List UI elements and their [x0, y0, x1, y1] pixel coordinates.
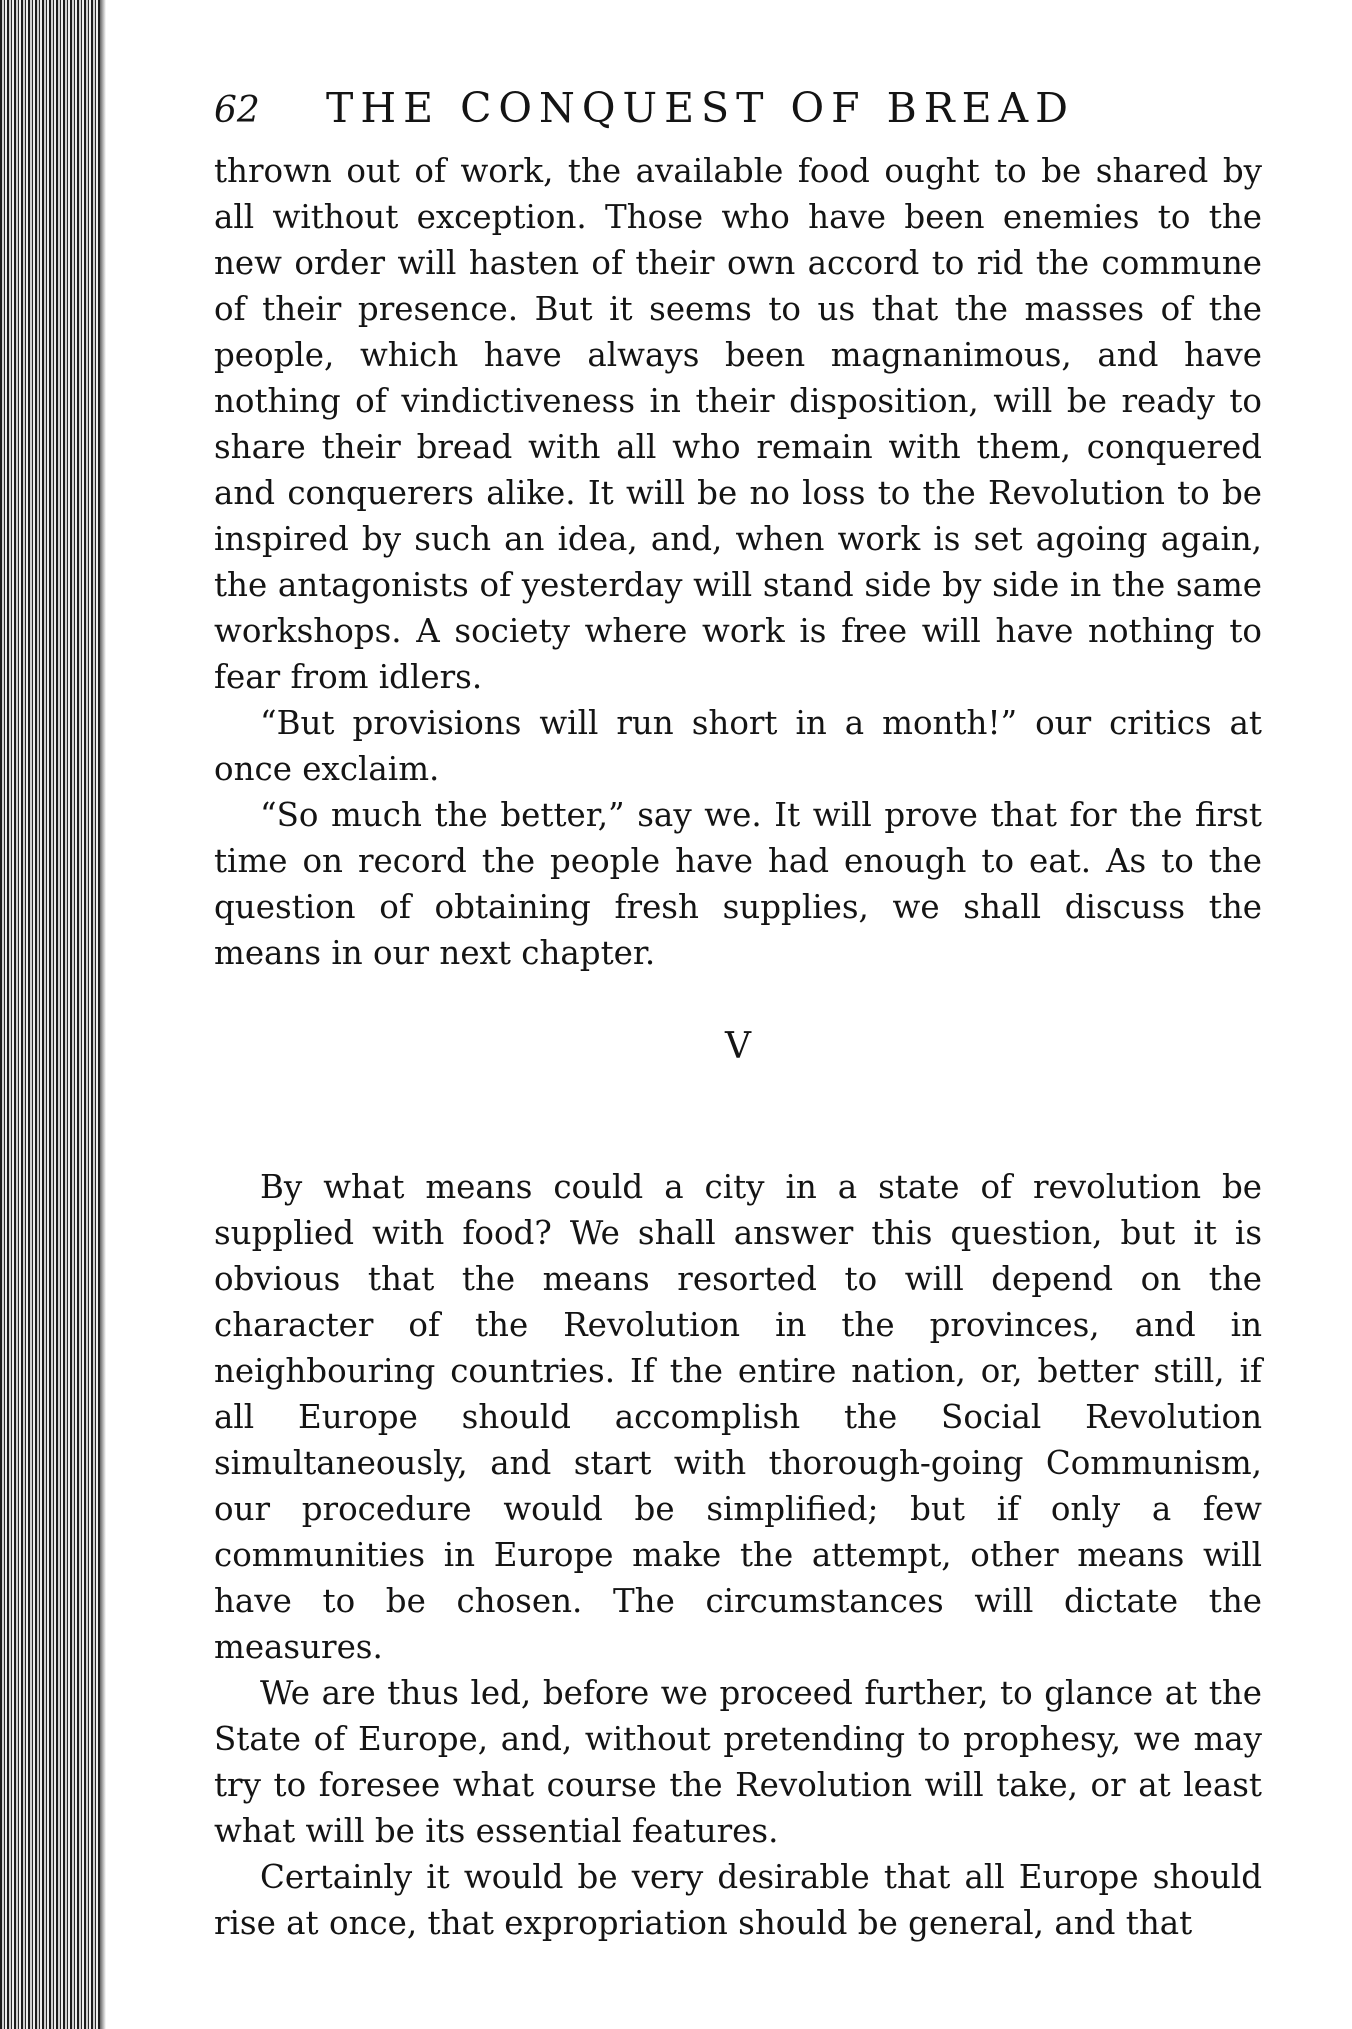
paragraph-state-of-europe: We are thus led, before we proceed further, to glance at the State of Europe, and, without pretending to prophesy, we may try to foresee what course the Revolution will take, or at least what will be its essential features.: [214, 1674, 1262, 1850]
book-gutter-shadow: [100, 0, 106, 2029]
page-number: 62: [214, 90, 260, 131]
paragraph-europe-rise: Certainly it would be very desirable that all Europe should rise at once, that expropriation should be general, and that: [214, 1858, 1262, 1942]
section-heading: V: [725, 1026, 751, 1067]
paragraph-critics-quote: “But provisions will run short in a month!” our critics at once exclaim.: [214, 704, 1262, 788]
paragraph-reply-quote: “So much the better,” say we. It will prove that for the first time on record the people have had enough to eat. As to the question of obtaining fresh supplies, we shall discuss the means in our next chapter.: [214, 796, 1262, 972]
book-title: THE CONQUEST OF BREAD: [326, 84, 1075, 132]
book-page: [214, 84, 1262, 1946]
paragraph-supply-question: By what means could a city in a state of revolution be supplied with food? We shall answer this question, but it is obvious that the means resorted to will depend on the character of the Revolution in the provinces, and in neighbouring countries. If the entire nation, or, better still, if all Europe should accomplish the Social Revolution simultaneously, and start with thorough-going Communism, our procedure would be simplified; but if only a few communities in Europe make the attempt, other means will have to be chosen. The circumstances will dictate the measures.: [214, 1168, 1262, 1666]
book-gutter-binding: [0, 0, 100, 2029]
paragraph-continuation: thrown out of work, the available food ought to be shared by all without exception. Those who have been enemies to the new order will hasten of their own accord to rid the commune of their presence. But it seems to us that the masses of the people, which have always been magnanimous, and have nothing of vindictiveness in their disposition, will be ready to share their bread with all who remain with them, conquered and conquerers alike. It will be no loss to the Revolution to be inspired by such an idea, and, when work is set agoing again, the antagonists of yesterday will stand side by side in the same workshops. A society where work is free will have nothing to fear from idlers.: [214, 152, 1262, 696]
running-head: [214, 84, 1262, 144]
